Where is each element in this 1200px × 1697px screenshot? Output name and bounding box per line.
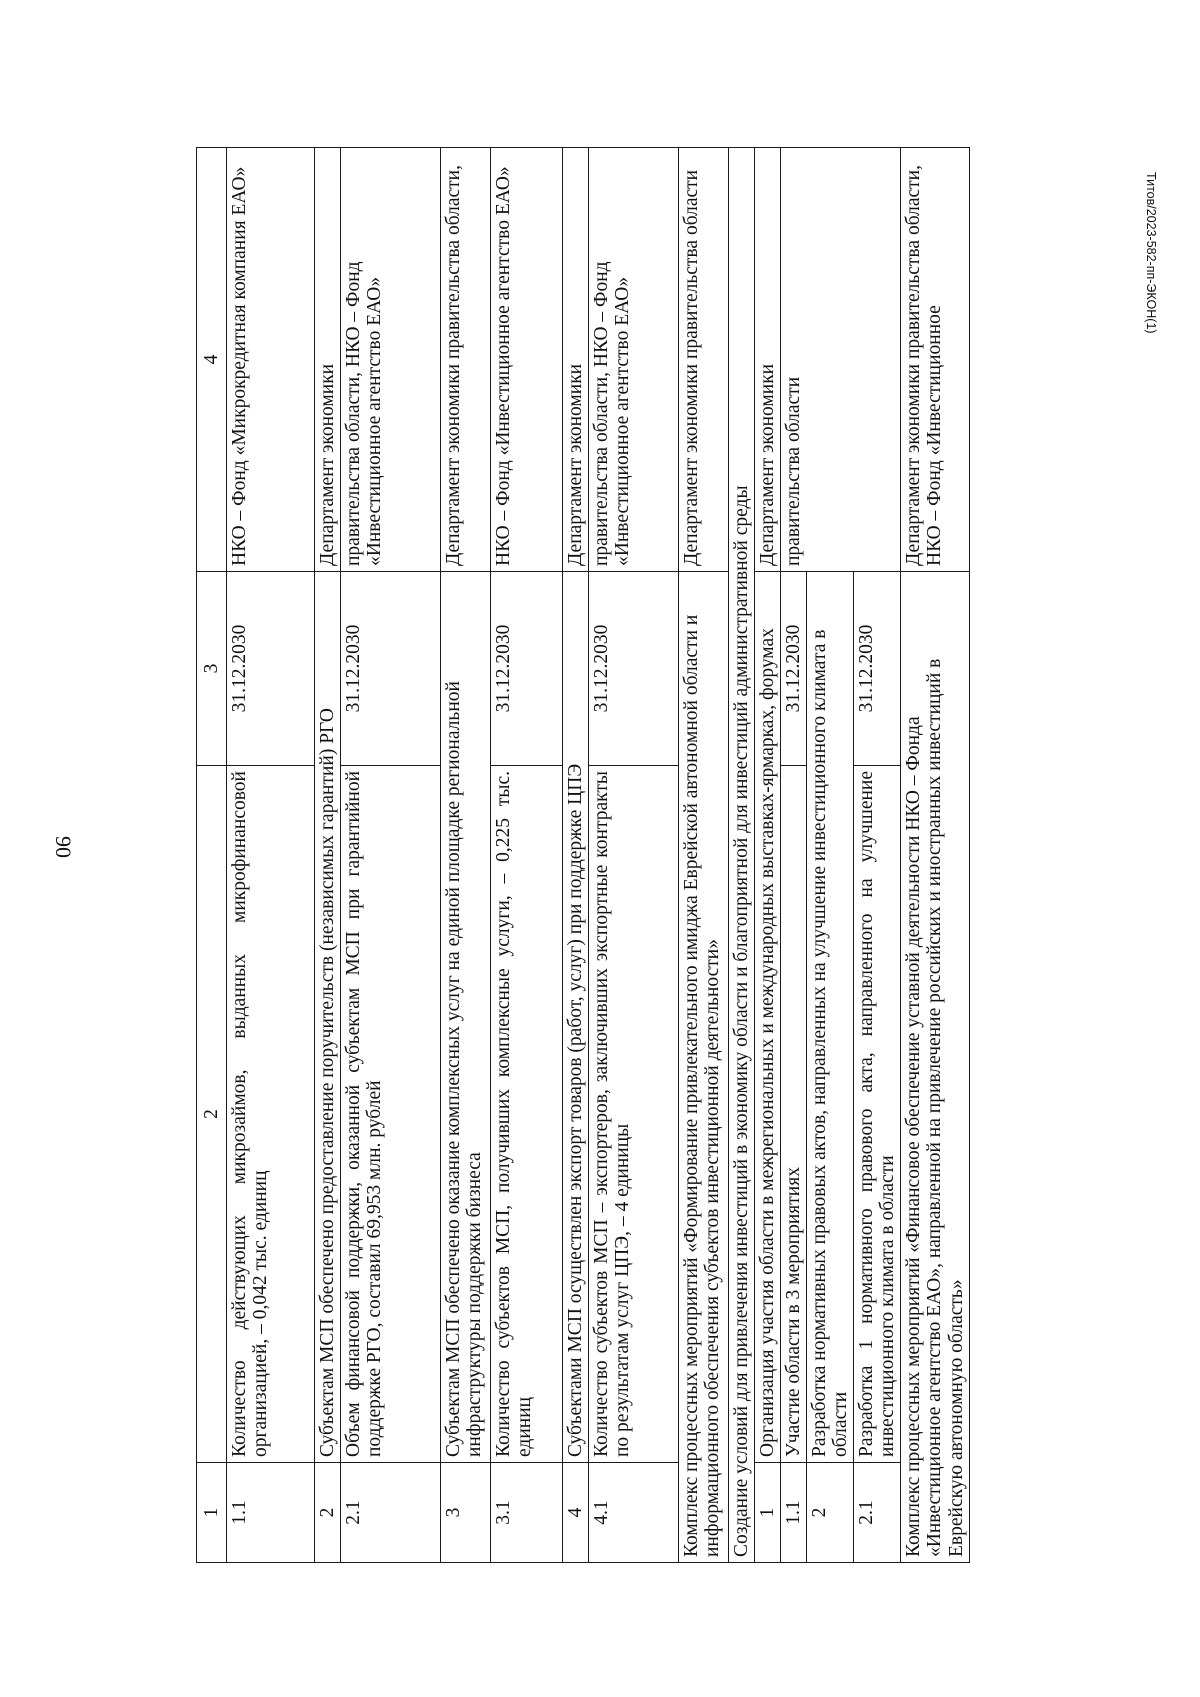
row-number: 2 [807,1463,854,1563]
complex-title: Комплекс процессных мероприятий «Формирование привлекательного имиджа Еврейской автономной области и информационного обеспечения субъектов инвестиционной деятельности» [679,572,729,1563]
table-row [441,148,491,1563]
row-number: 2 [315,1463,341,1563]
header-row [197,148,227,1563]
table-row [589,148,679,1563]
table-row [781,148,807,1563]
task-banner: Создание условий для привлечения инвестиций в экономику области и благоприятной для инвестиций административной среды [729,148,755,1563]
row-responsible: правительства области [781,148,901,572]
row-description: Разработка нормативных правовых актов, направленных на улучшение инвестиционного климата в области [807,572,854,1463]
row-deadline: 31.12.2030 [854,572,901,766]
row-description: Количество субъектов МСП, получивших комплексные услуги, – 0,225 тыс. единиц [491,766,563,1463]
table-row [315,148,341,1563]
row-deadline: 31.12.2030 [341,572,441,766]
row-number: 2.1 [854,1463,901,1563]
row-description: Разработка 1 нормативного правового акта, направленного на улучшение инвестиционного климата в области [854,766,901,1463]
row-responsible: Департамент экономики правительства области, [441,148,491,572]
page-number: 90 [51,836,76,858]
row-deadline: 31.12.2030 [227,572,315,766]
row-deadline: 31.12.2030 [589,572,679,766]
table-row [901,148,969,1563]
table-row [227,148,315,1563]
header-col-3: 3 [197,572,227,766]
row-number: 4.1 [589,1463,679,1563]
row-description: Количество субъектов МСП – экспортеров, заключивших экспортные контракты по результатам услуг ЦПЭ, – 4 единицы [589,766,679,1463]
rotated-table-container [196,148,967,1563]
document-code: Титов/2023-582-пп-ЭКОН(1) [1144,172,1158,334]
complex-title: Комплекс процессных мероприятий «Финансовое обеспечение уставной деятельности НКО – Фонда «Инвестиционное агентство ЕАО», направленной на привлечение российских и иностранных инвестиций в Еврейскую автономную область» [901,572,969,1563]
row-number: 3 [441,1463,491,1563]
table-row [491,148,563,1563]
row-description: Организация участия области в межрегиональных и международных выставках-ярмарках, форумах [755,572,781,1463]
row-responsible: Департамент экономики [563,148,589,572]
row-responsible: НКО – Фонд «Инвестиционное агентство ЕАО» [491,148,563,572]
row-description: Субъектами МСП осуществлен экспорт товаров (работ, услуг) при поддержке ЦПЭ [563,572,589,1463]
header-col-1: 1 [197,1463,227,1563]
row-responsible: НКО – Фонд «Микрокредитная компания ЕАО» [227,148,315,572]
header-col-2: 2 [197,766,227,1463]
row-deadline: 31.12.2030 [781,572,807,766]
table-row [755,148,781,1563]
row-description: Субъектам МСП обеспечено предоставление поручительств (независимых гарантий) РГО [315,572,341,1463]
row-responsible: правительства области, НКО – Фонд «Инвестиционное агентство ЕАО» [589,148,679,572]
measures-table [196,147,970,1563]
row-description: Объем финансовой поддержки, оказанной субъектам МСП при гарантийной поддержке РГО, составил 69,953 млн. рублей [341,766,441,1463]
row-number: 3.1 [491,1463,563,1563]
table-row [341,148,441,1563]
row-number: 4 [563,1463,589,1563]
row-deadline: 31.12.2030 [491,572,563,766]
row-description: Участие области в 3 мероприятиях [781,766,807,1463]
row-number: 1.1 [781,1463,807,1563]
row-responsible: Департамент экономики [755,148,781,572]
table-row [679,148,729,1563]
row-number: 1 [755,1463,781,1563]
table-row [563,148,589,1563]
row-responsible: Департамент экономики правительства области, НКО – Фонд «Инвестиционное [901,148,969,572]
table-row [729,148,755,1563]
row-description: Субъектам МСП обеспечено оказание комплексных услуг на единой площадке региональной инфраструктуры поддержки бизнеса [441,572,491,1463]
row-number: 1.1 [227,1463,315,1563]
row-responsible: Департамент экономики правительства области [679,148,729,572]
header-col-4: 4 [197,148,227,572]
row-responsible: правительства области, НКО – Фонд «Инвестиционное агентство ЕАО» [341,148,441,572]
row-number: 2.1 [341,1463,441,1563]
row-description: Количество действующих микрозаймов, выданных микрофинансовой организацией, – 0,042 тыс. единиц [227,766,315,1463]
row-responsible: Департамент экономики [315,148,341,572]
